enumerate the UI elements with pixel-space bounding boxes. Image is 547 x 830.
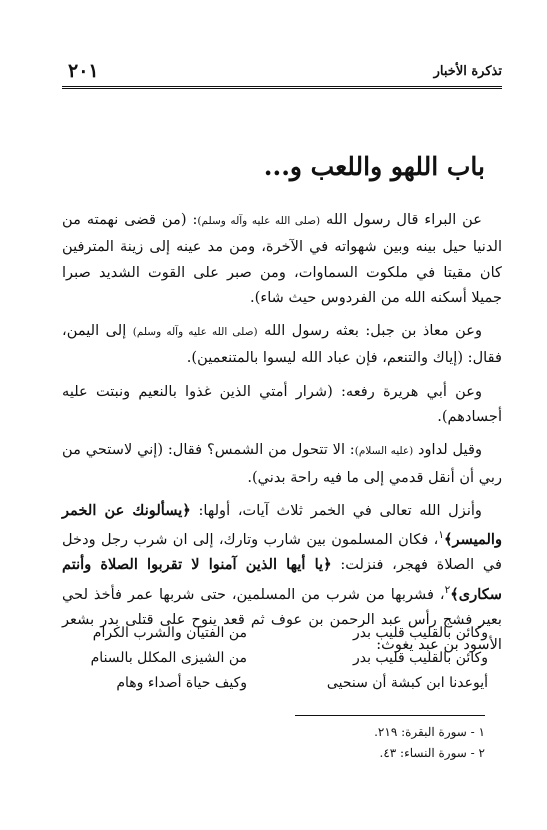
salutation: (عليه السلام) bbox=[354, 445, 414, 458]
first-hemistich: وكائن بالقليب قليب بدر bbox=[352, 650, 488, 666]
poem bbox=[62, 621, 502, 696]
paragraph-text: وقيل لداود bbox=[413, 441, 482, 459]
paragraph-text: عن البراء قال رسول الله bbox=[320, 211, 482, 228]
salutation: (صلى الله عليه وآله وسلم) bbox=[197, 215, 321, 227]
poem-verse bbox=[62, 671, 502, 696]
salutation: (صلى الله عليه وآله وسلم) bbox=[132, 326, 258, 339]
footnote: ٢ - سورة النساء: ٤٣. bbox=[379, 746, 485, 760]
paragraph-text: : (من قضى نهمته من الدنيا حيل بينه وبين شهواته في الآخرة، ومن مد عينه إلى زينة المترفين كان مقيتا في ملكوت السماوات، ومن صبر على القوت الشديد صبرا جميلا أسكنه الله من الفردوس حيث شاء). bbox=[62, 211, 502, 306]
book-title: تذكرة الأخبار bbox=[433, 64, 502, 79]
footnote-divider bbox=[295, 715, 485, 716]
poem-verse bbox=[62, 646, 502, 671]
first-hemistich: وكائن بالقليب قليب بدر bbox=[352, 625, 488, 641]
paragraph-text: ، فكان المسلمون بين شارب وتارك، إلى ان شرب رجل ودخل في الصلاة فهجر، فنزلت: bbox=[62, 531, 503, 574]
first-hemistich: أيوعدنا ابن كبشة أن سنحيى bbox=[326, 675, 488, 691]
quran-verse: ﴿يا أيها الذين آمنوا لا تقربوا الصلاة وأنتم سكارى﴾ bbox=[62, 556, 502, 603]
paragraph-text: ، فشربها من شرب من المسلمين، حتى شربها عمر فأخذ لحي بعير فشج رأس عبد الرحمن بن عوف ثم قعد ينوح على قتلى بدر بشعر الأسود بن عبد يغوث: bbox=[62, 585, 502, 654]
second-hemistich: من الشيزى المكلل بالسنام bbox=[90, 650, 247, 666]
second-hemistich: وكيف حياة أصداء وهام bbox=[116, 675, 247, 691]
running-header bbox=[62, 58, 502, 89]
second-hemistich: من الفتيان والشرب الكرام bbox=[92, 625, 247, 641]
paragraph bbox=[62, 379, 502, 430]
quran-verse: ﴿يسألونك عن الخمر والميسر﴾ bbox=[62, 501, 502, 549]
paragraph-text: وعن أبي هريرة رفعه: (شرار أمتي الذين غذوا بالنعيم ونبتت عليه أجسادهم). bbox=[62, 382, 502, 426]
paragraph bbox=[62, 318, 502, 371]
poem-verse bbox=[62, 621, 502, 646]
paragraph bbox=[62, 437, 502, 490]
paragraph-text: وأنزل الله تعالى في الخمر ثلاث آيات، أولها: bbox=[190, 501, 482, 519]
page-number: ٢٠١ bbox=[68, 60, 99, 82]
paragraph-text: وعن معاذ بن جبل: بعثه رسول الله bbox=[257, 322, 482, 340]
paragraph-text: : الا تتحول من الشمس؟ فقال: (إني لاستحي من ربي أن أنقل قدمي إلى ما فيه راحة بدني). bbox=[62, 441, 502, 486]
body-text bbox=[62, 207, 502, 657]
footnote-marker: ١ bbox=[438, 529, 444, 542]
footnote: ١ - سورة البقرة: ٢١٩. bbox=[374, 725, 485, 739]
paragraph-text: إلى اليمن، فقال: (إياك والتنعم، فإن عباد الله ليسوا بالمتنعمين). bbox=[62, 322, 502, 367]
paragraph bbox=[62, 207, 502, 310]
footnotes bbox=[185, 722, 485, 764]
chapter-title: باب اللهو واللعب و... bbox=[263, 152, 485, 181]
footnote-marker: ٢ bbox=[444, 583, 451, 596]
